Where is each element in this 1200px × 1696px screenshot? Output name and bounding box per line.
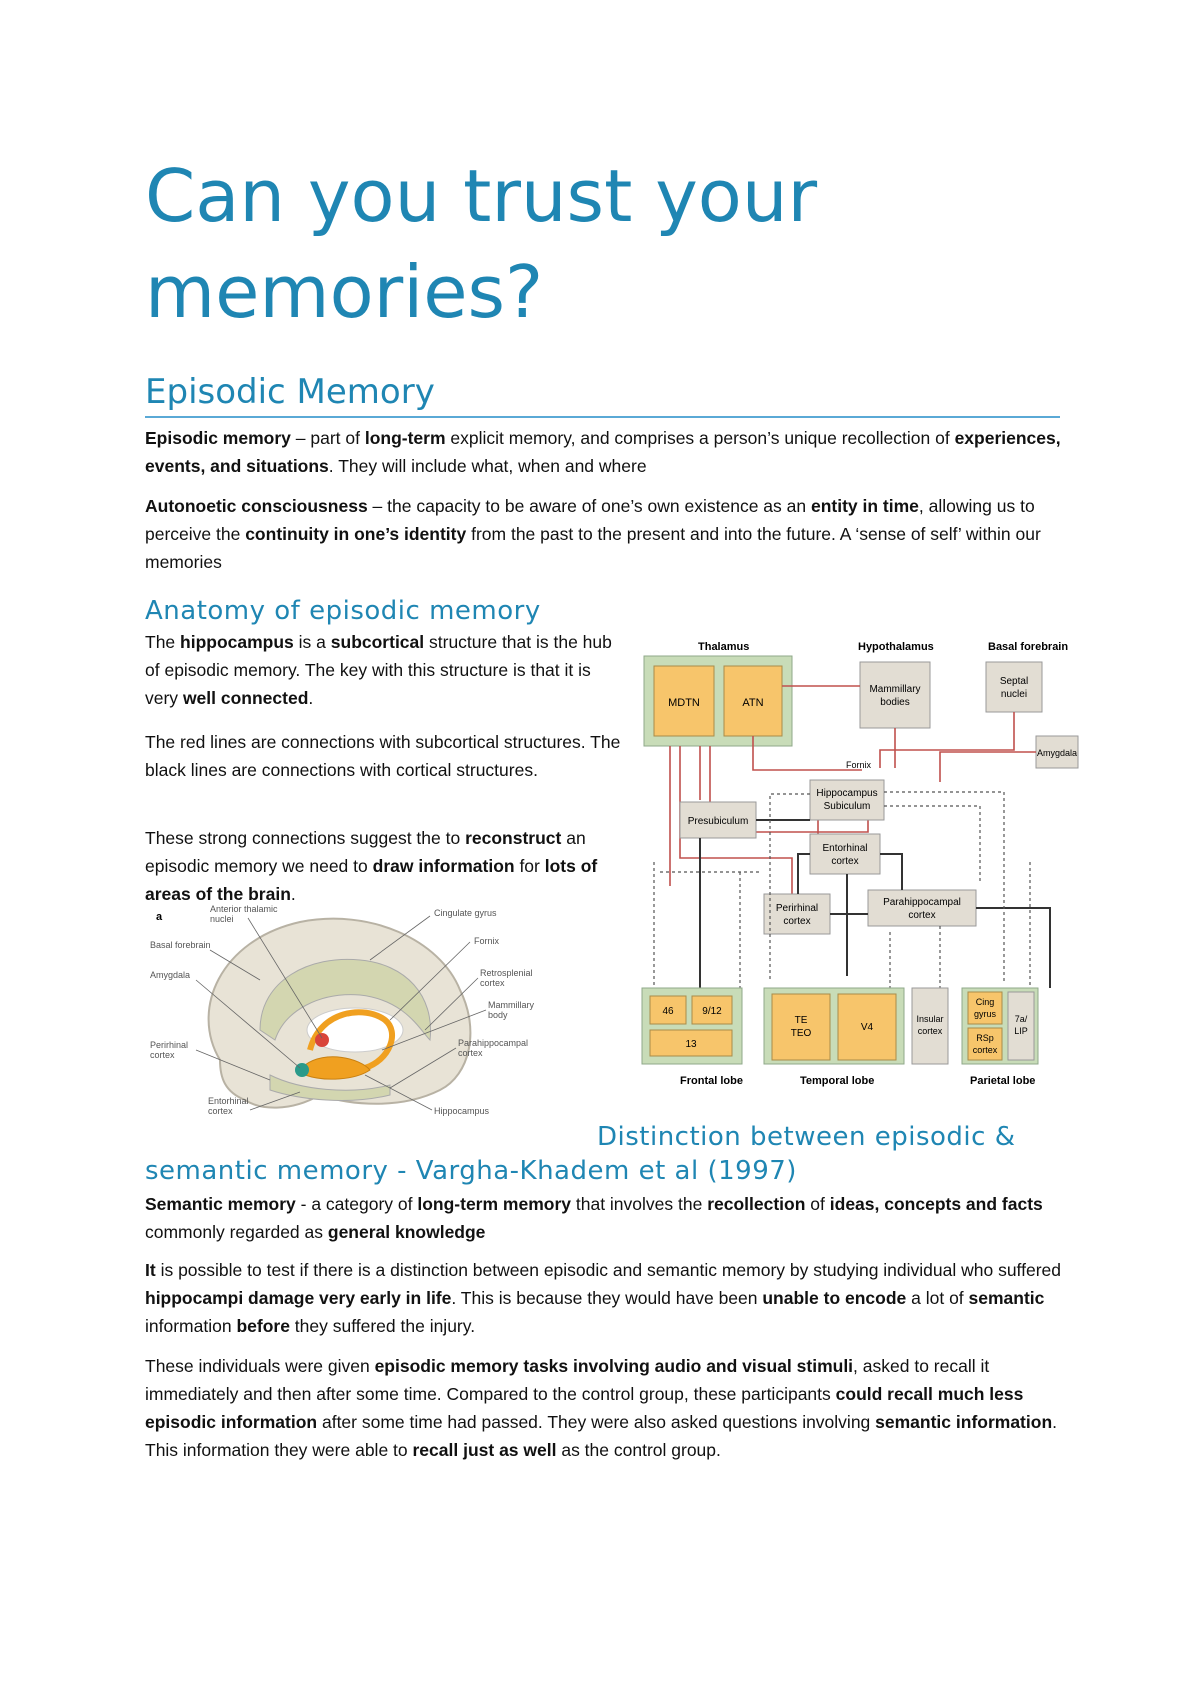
mammillary-label-2: body xyxy=(488,1010,508,1020)
v4-label: V4 xyxy=(860,1022,874,1033)
area-9-12-label: 9/12 xyxy=(702,1006,722,1017)
lip-label: LIP xyxy=(1014,1026,1028,1036)
study-results-paragraph: These individuals were given episodic memory tasks involving audio and visual stimuli, asked to recall it immediately and then after some time. Compared to the control group, these participants could recall much less episodic information after some time had passed. They were also asked questions involving semantic information. This information they were able to recall just as well as the control group. xyxy=(145,1356,1058,1460)
thalamus-header: Thalamus xyxy=(698,641,750,653)
parahippocampal-label-2: cortex xyxy=(908,910,936,921)
hippocampus-label: Hippocampus xyxy=(816,788,878,799)
autonoetic-consciousness-definition: Autonoetic consciousness – the capacity to be aware of one’s own existence as an entity in time, allowing us to perceive the continuity in one’s identity from the past to the present and into the future. A ‘sense of self’ within our memories xyxy=(145,496,1041,572)
atn-label: ATN xyxy=(742,697,764,709)
cingulate-label: Cingulate gyrus xyxy=(434,908,497,918)
temporal-lobe-label: Temporal lobe xyxy=(800,1075,875,1087)
7a-label: 7a/ xyxy=(1014,1014,1028,1024)
anterior-thalamic-label-2: nuclei xyxy=(210,914,234,924)
mammillary-box xyxy=(860,662,930,728)
section-heading-distinction-line2: semantic memory - Vargha-Khadem et al (1997) xyxy=(145,1156,797,1186)
fornix-label: Fornix xyxy=(846,760,872,770)
perirhinal-box xyxy=(764,894,830,934)
insular-label: Insular xyxy=(916,1014,944,1024)
perirhinal-label-2: cortex xyxy=(150,1050,175,1060)
hippocampus-box xyxy=(810,780,884,820)
episodic-memory-connectivity-diagram xyxy=(640,632,1080,1092)
fornix-label: Fornix xyxy=(474,936,500,946)
area-46-label: 46 xyxy=(662,1006,674,1017)
retrosplenial-label: Retrosplenial xyxy=(480,968,533,978)
perirhinal-label: Perirhinal xyxy=(150,1040,189,1050)
panel-letter: a xyxy=(156,911,163,923)
insular-label-2: cortex xyxy=(917,1026,943,1036)
perirhinal-label-2: cortex xyxy=(783,916,811,927)
mammillary-label: Mammillary xyxy=(488,1000,534,1010)
retrosplenial-label-2: cortex xyxy=(480,978,505,988)
parahippocampal-label-2: cortex xyxy=(458,1048,483,1058)
section-heading-distinction-line1: Distinction between episodic & xyxy=(597,1122,1016,1152)
lines-explanation-paragraph: The red lines are connections with subcortical structures. The black lines are connections with cortical structures. xyxy=(145,732,621,780)
gyrus-label: gyrus xyxy=(973,1009,997,1019)
basal-forebrain-label: Basal forebrain xyxy=(150,940,211,950)
connections-paragraph: These strong connections suggest the to reconstruct an episodic memory we need to draw information for lots of areas of the brain. xyxy=(145,828,598,904)
entorhinal-label: Entorhinal xyxy=(822,843,868,854)
section-heading-anatomy: Anatomy of episodic memory xyxy=(145,596,541,626)
entorhinal-label: Entorhinal xyxy=(208,1096,249,1106)
anterior-thalamic-label: Anterior thalamic xyxy=(210,904,278,914)
entorhinal-label-2: cortex xyxy=(208,1106,233,1116)
subiculum-label: Subiculum xyxy=(823,801,871,812)
teo-label: TEO xyxy=(790,1028,812,1039)
rsp-label-2: cortex xyxy=(972,1045,998,1055)
presubiculum-label: Presubiculum xyxy=(687,816,749,827)
heading-rule xyxy=(145,416,1060,418)
entorhinal-box xyxy=(810,834,880,874)
parahippocampal-label: Parahippocampal xyxy=(883,897,961,908)
cing-label: Cing xyxy=(975,997,995,1007)
area-13-label: 13 xyxy=(685,1039,697,1050)
frontal-lobe-label: Frontal lobe xyxy=(680,1075,743,1087)
amygdala-label: Amygdala xyxy=(1036,748,1078,758)
septal-box xyxy=(986,662,1042,712)
parietal-lobe-label: Parietal lobe xyxy=(970,1075,1036,1087)
entorhinal-label-2: cortex xyxy=(831,856,859,867)
septal-label-2: nuclei xyxy=(1000,689,1028,700)
hippocampus-paragraph: The hippocampus is a subcortical structure that is the hub of episodic memory. The key with this structure is that it is very well connected. xyxy=(145,632,612,708)
semantic-memory-definition: Semantic memory - a category of long-term memory that involves the recollection of ideas, concepts and facts commonly regarded as general knowledge xyxy=(145,1194,1043,1242)
septal-label: Septal xyxy=(999,676,1029,687)
distinction-study-paragraph: It is possible to test if there is a distinction between episodic and semantic memory by studying individual who suffered hippocampi damage very early in life. This is because they would have been unable to encode a lot of semantic information before they suffered the injury. xyxy=(145,1260,1061,1336)
parahippocampal-label: Parahippocampal xyxy=(458,1038,529,1048)
te-teo-box xyxy=(772,994,830,1060)
hippocampus-label: Hippocampus xyxy=(434,1106,490,1116)
mammillary-label-2: bodies xyxy=(880,697,910,708)
mammillary-label: Mammillary xyxy=(869,684,921,695)
basal-forebrain-header: Basal forebrain xyxy=(988,641,1069,653)
perirhinal-label: Perirhinal xyxy=(775,903,819,914)
brain-anatomy-illustration xyxy=(150,900,590,1130)
page-title: Can you trust your memories? xyxy=(145,154,818,334)
anterior-thalamic-dot xyxy=(315,1033,329,1047)
section-heading-episodic-memory: Episodic Memory xyxy=(145,372,435,412)
episodic-memory-definition: Episodic memory – part of long-term explicit memory, and comprises a person’s unique recollection of experiences, events, and situations. They will include what, when and where xyxy=(145,428,1061,476)
hypothalamus-header: Hypothalamus xyxy=(858,641,934,653)
mdtn-label: MDTN xyxy=(668,697,700,709)
te-label: TE xyxy=(794,1015,808,1026)
rsp-label: RSp xyxy=(976,1033,994,1043)
amygdala-label: Amygdala xyxy=(150,970,191,980)
